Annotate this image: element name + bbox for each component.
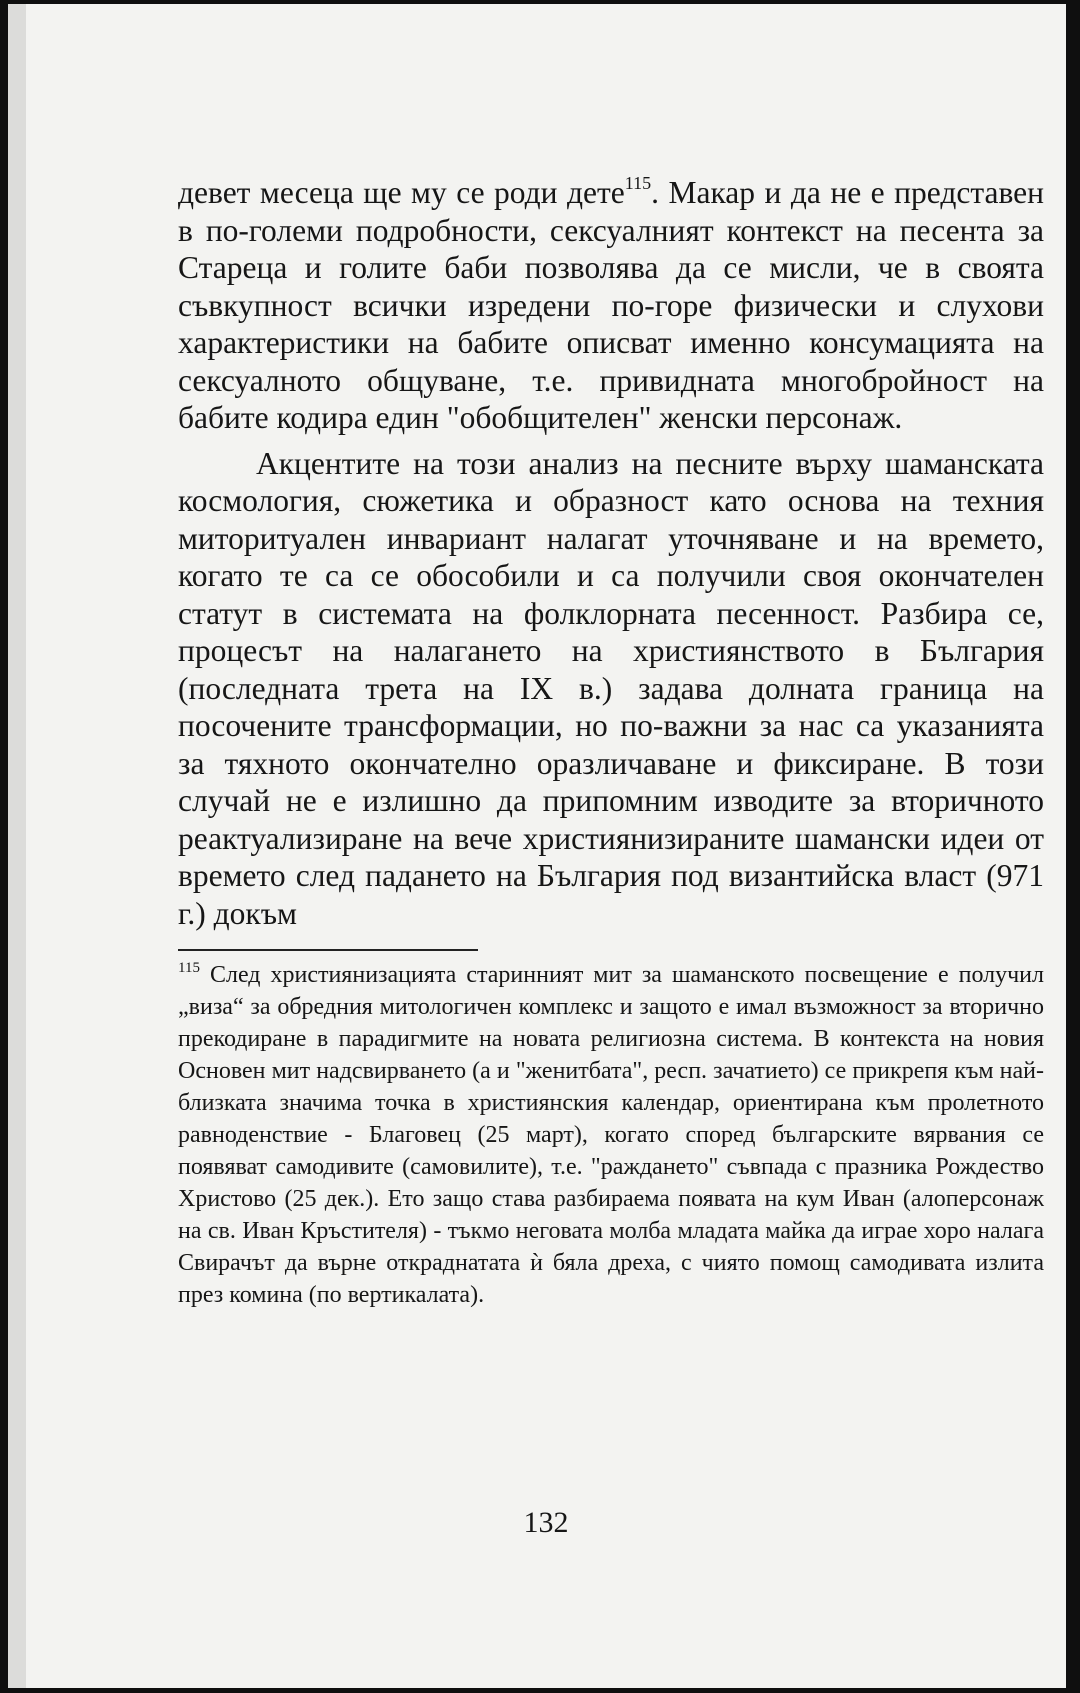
footnote-number: 115 [178,960,200,976]
footnote-reference: 115 [624,173,652,193]
footnote-divider [178,949,478,951]
paragraph-2: Акцентите на този анализ на песните върху шаманската космология, сюжетика и образност като основа на техния миторитуален инвариант налагат уточняване и на времето, когато те са се обособили и са получили своя окончателен статут в системата на фолклорната песенност. Разбира се, процесът на налагането на християнството в България (последната трета на IX в.) задава долната граница на посочените трансформации, но по-важни за нас са указанията за тяхното окончателно оразличаване и фиксиране. В този случай не е излишно да припомним изводите за вторичното реактуализиране на вече християнизираните шамански идеи от времето след падането на България под византийска власт (971 г.) докъм [178,445,1044,931]
paragraph-1-rest: . Макар и да не е представен в по-големи подробности, сексуалният контекст на песента за Стареца и голите баби позволява да се мисли, че в своята съвкупност всички изредени по-горе физически и слухови характеристики на бабите описват именно консумацията на сексуалното общуване, т.е. привидната многобройност на бабите кодира един "обобщителен" женски персонаж. [178,175,1044,435]
page-number: 132 [523,1506,569,1539]
footnote-text: След християнизацията старинният мит за шаманското посвещение е получил „виза“ за обредния митологичен комплекс и защото е имал възможност за вторично прекодиране в парадигмите на новата религиозна система. В контекста на новия Основен мит надсвирването (а и "женитбата", респ. зачатието) се прикрепя към най-близката значима точка в християнския календар, ориентирана към пролетното равноденствие - Благовец (25 март), когато според българските вярвания се появяват самодивите (самовилите), т.е. "раждането" съвпада с празника Рождество Христово (25 дек.). Ето защо става разбираема появата на кум Иван (алоперсонаж на св. Иван Кръстителя) - тъкмо неговата молба младата майка да играе хоро налага Свирачът да върне откраднатата ѝ бяла дреха, с чиято помощ самодивата излита през комина (по вертикалата). [178,962,1045,1308]
paragraph-1 [178,174,1044,437]
paragraph-1-start: девет месеца ще му се роди дете [178,175,625,210]
page-text [178,174,1044,1311]
book-page [8,4,1066,1688]
main-body [178,174,1044,932]
footnote [178,959,1044,1311]
